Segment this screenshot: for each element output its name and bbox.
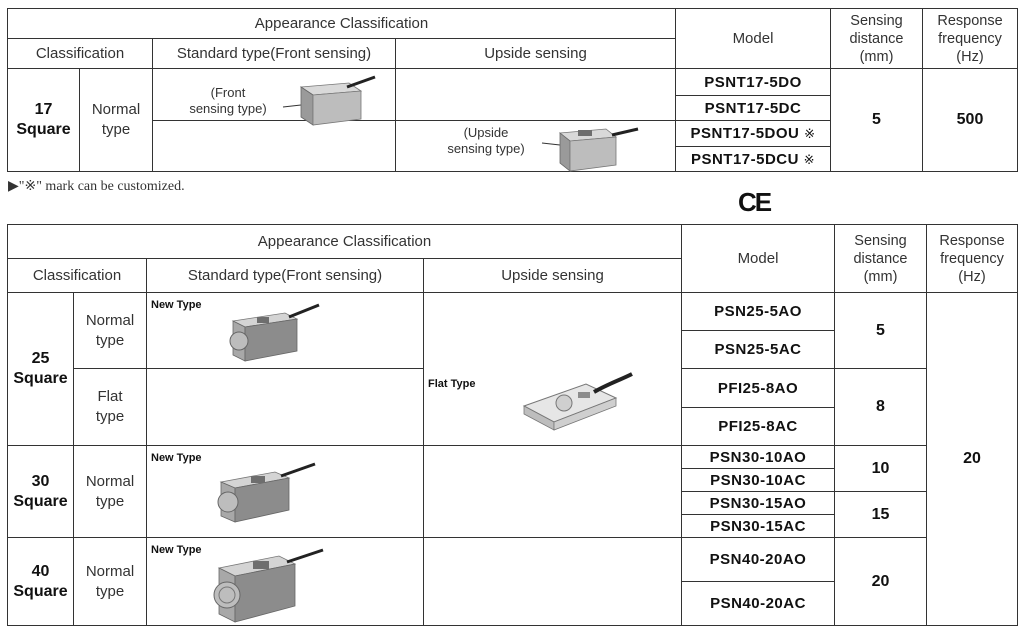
- size-30-square: 30 Square: [8, 446, 74, 538]
- model-psn40-20ao: PSN40-20AO: [682, 538, 835, 582]
- front-sensing-label: (Front sensing type): [189, 85, 267, 116]
- model-psn30-15ao: PSN30-15AO: [682, 492, 835, 515]
- spec-table-17-square: [7, 8, 1018, 172]
- sensing-distance-10: 10: [835, 446, 927, 492]
- model-psnt17-5dou: PSNT17-5DOU ※: [676, 121, 831, 147]
- type-normal: Normal type: [80, 69, 153, 172]
- new-type-30-sensor-icon: [211, 460, 321, 526]
- new-type-tag: New Type: [151, 299, 202, 311]
- model-psn30-10ao: PSN30-10AO: [682, 446, 835, 469]
- appearance-classification-header: Appearance Classification: [8, 225, 682, 259]
- sensing-distance-20: 20: [835, 538, 927, 626]
- response-frequency-500: 500: [923, 69, 1018, 172]
- new-type-tag: New Type: [151, 452, 202, 464]
- model-pfi25-8ac: PFI25-8AC: [682, 408, 835, 446]
- upside-sensing-sensor-icon: [534, 119, 644, 174]
- model-psn40-20ac: PSN40-20AC: [682, 582, 835, 626]
- flat-type-tag: Flat Type: [428, 378, 476, 390]
- type-normal: Normal type: [74, 446, 147, 538]
- model-header: Model: [676, 9, 831, 69]
- size-40-square: 40 Square: [8, 538, 74, 626]
- response-frequency-20: 20: [927, 293, 1018, 626]
- size-25-square: 25 Square: [8, 293, 74, 446]
- standard-type-header: Standard type(Front sensing): [147, 259, 424, 293]
- upside-sensing-label: (Upside sensing type): [447, 125, 525, 156]
- classification-header: Classification: [8, 39, 153, 69]
- model-psn25-5ac: PSN25-5AC: [682, 331, 835, 369]
- size-17-square: 17 Square: [8, 69, 80, 172]
- model-psnt17-5do: PSNT17-5DO: [676, 69, 831, 96]
- new-type-tag: New Type: [151, 544, 202, 556]
- sensing-distance-5: 5: [835, 293, 927, 369]
- model-psnt17-5dc: PSNT17-5DC: [676, 96, 831, 121]
- new-type-40-sensor-icon: [209, 544, 329, 626]
- model-psn30-10ac: PSN30-10AC: [682, 469, 835, 492]
- type-normal: Normal type: [74, 538, 147, 626]
- customization-note: ▶"※" mark can be customized.: [8, 179, 185, 194]
- upside-sensing-header: Upside sensing: [396, 39, 676, 69]
- standard-type-header: Standard type(Front sensing): [153, 39, 396, 69]
- response-frequency-header: Response frequency (Hz): [927, 225, 1018, 293]
- front-sensing-sensor-icon: [271, 75, 381, 130]
- model-psn25-5ao: PSN25-5AO: [682, 293, 835, 331]
- model-psnt17-5dcu: PSNT17-5DCU ※: [676, 147, 831, 172]
- front-sensing-image-cell: [153, 69, 396, 121]
- flat-type-sensor-icon: [516, 370, 636, 436]
- model-psn30-15ac: PSN30-15AC: [682, 515, 835, 538]
- new-type-40-image-cell: [147, 538, 424, 626]
- sensing-distance-header: Sensing distance (mm): [835, 225, 927, 293]
- model-header: Model: [682, 225, 835, 293]
- upside-sensing-image-cell: [396, 121, 676, 172]
- new-type-30-image-cell: [147, 446, 424, 538]
- appearance-classification-header: Appearance Classification: [8, 9, 676, 39]
- upside-empty-cell: [424, 446, 682, 538]
- standard-empty-cell: [147, 369, 424, 446]
- upside-sensing-header: Upside sensing: [424, 259, 682, 293]
- model-pfi25-8ao: PFI25-8AO: [682, 369, 835, 408]
- type-flat: Flat type: [74, 369, 147, 446]
- ce-mark: CE: [738, 187, 771, 217]
- sensing-distance-5: 5: [831, 69, 923, 172]
- sensing-distance-header: Sensing distance (mm): [831, 9, 923, 69]
- upside-empty-cell: [424, 538, 682, 626]
- sensing-distance-15: 15: [835, 492, 927, 538]
- response-frequency-header: Response frequency (Hz): [923, 9, 1018, 69]
- new-type-25-image-cell: [147, 293, 424, 369]
- classification-header: Classification: [8, 259, 147, 293]
- sensing-distance-8: 8: [835, 369, 927, 446]
- type-normal: Normal type: [74, 293, 147, 369]
- new-type-25-sensor-icon: [223, 303, 323, 365]
- upside-empty-cell: [396, 69, 676, 121]
- spec-table-25-40-square: [7, 224, 1018, 626]
